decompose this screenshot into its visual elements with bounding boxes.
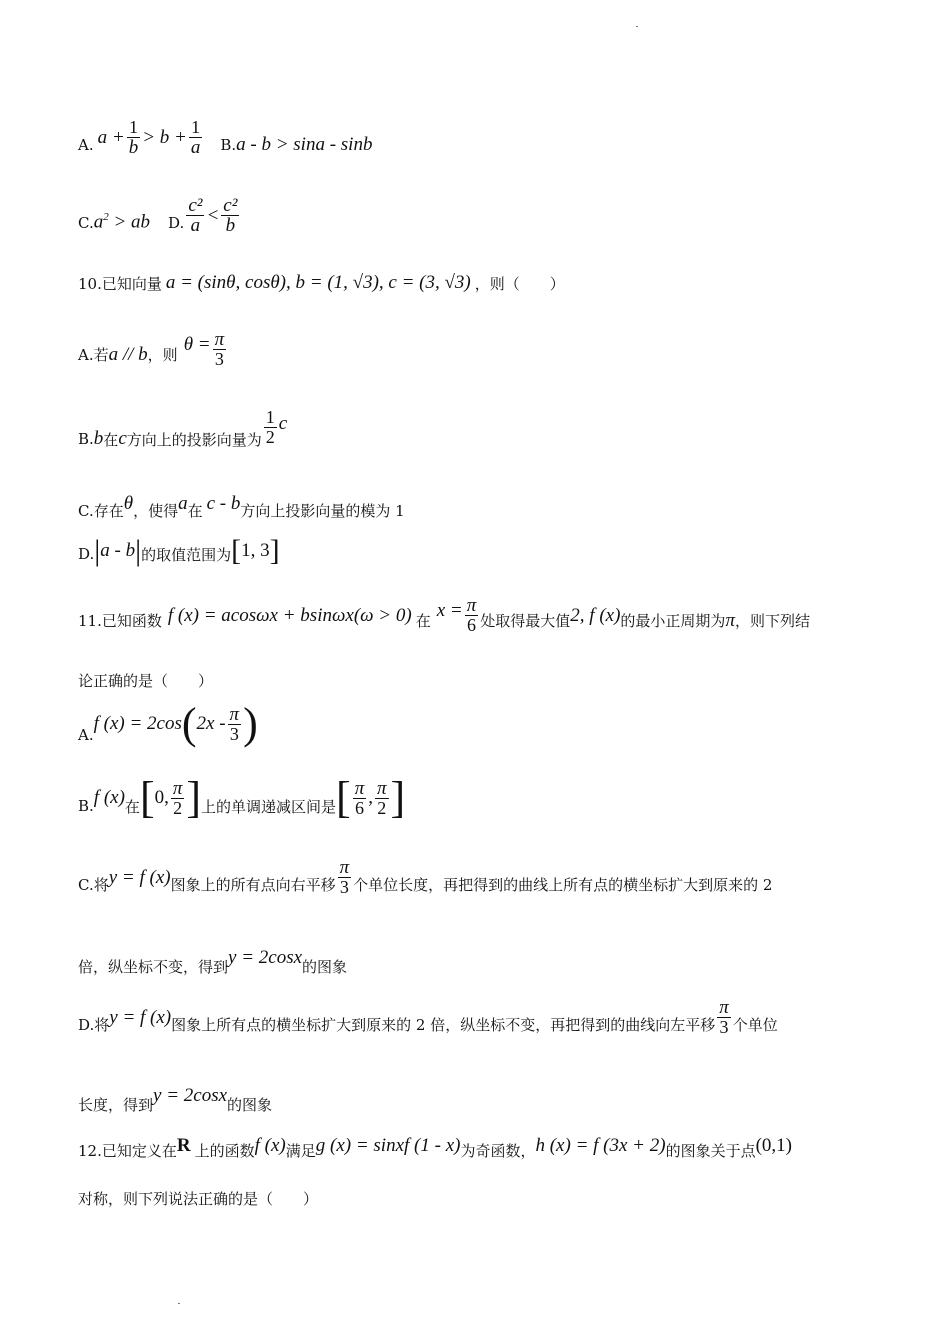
q10-stem: 10.已知向量 a = (sinθ, cosθ), b = (1, √3), c = (3, √3) ，则（ ）	[78, 272, 565, 293]
q9-option-c-d: C. $a^2$ > ab D. $\frac{\text{c²}}{a}$ < $\frac{\text{c²}}{b}$	[78, 195, 238, 236]
q9-a-frac2: $\frac{1}{a}$	[190, 117, 201, 158]
q11-stem-line2: 论正确的是（ ）	[78, 672, 214, 690]
q10-b-frac: $\frac{1}{2}$	[265, 406, 275, 447]
q10-a-frac: $\frac{\pi}{3}$	[214, 329, 225, 369]
q10-option-d: D. | a - b | 的取值范围为 [ 1, 3 ]	[78, 534, 280, 567]
q9-d-label: D.	[168, 213, 185, 232]
q11-option-d-line1: D.将 y = f (x) 图象上所有点的横坐标扩大到原来的 2 倍，纵坐标不变，再把得到的曲线向左平移 $\frac{\pi}{3}$ 个单位	[78, 997, 778, 1037]
q10-option-b: B. b 在 c 方向上的投影向量为 $\frac{1}{2}$ c	[78, 406, 288, 449]
q9-d-frac2: $\frac{\text{c²}}{b}$	[223, 195, 238, 236]
q11-function: f (x) = acosωx + bsinωx(ω > 0)	[167, 604, 412, 626]
q11-stem-line1: 11.已知函数 f (x) = acosωx + bsinωx(ω > 0) 在 x = $\frac{\pi}{6}$ 处取得最大值 2, f (x) 的最小正周期为 π ，则下列结	[78, 595, 810, 635]
q9-a-frac1: $\frac{1}{b}$	[128, 117, 139, 158]
q10-option-a: A.若 a // b ，则 θ = $\frac{\pi}{3}$	[78, 329, 225, 369]
q10-option-c: C.存在 θ ，使得 a 在 c - b 方向上投影向量的模为 1	[78, 492, 405, 520]
speck	[636, 26, 638, 27]
q9-c-expr: $a^2$ > ab	[93, 211, 151, 233]
q9-a-expr: a +	[97, 126, 125, 148]
q9-option-a-b: A. a + $\frac{1}{b}$ > b + $\frac{1}{a}$ B. a - b > sina - sinb	[78, 117, 373, 158]
q11-option-d-line2: 长度，得到 y = 2cosx 的图象	[78, 1084, 273, 1114]
q10-vectors: a = (sinθ, cosθ), b = (1, √3), c = (3, √3)	[165, 272, 471, 293]
speck	[178, 1303, 180, 1304]
q11-option-b: B. f (x) 在 [ 0, $\frac{\pi}{2}$ ] 上的单调递减区间是 [ $\frac{\pi}{6}$ , $\frac{\pi}{2}$ ]	[78, 773, 406, 822]
q12-stem-line2: 对称，则下列说法正确的是（ ）	[78, 1190, 319, 1208]
q9-b-label: B.	[220, 135, 237, 154]
q11-option-c-line2: 倍，纵坐标不变，得到 y = 2cosx 的图象	[78, 946, 348, 976]
q11-option-a: A. f (x) = 2cos ( 2x - $\frac{\pi}{3}$ )	[78, 699, 258, 748]
q9-c-label: C.	[78, 213, 94, 232]
q11-option-c-line1: C.将 y = f (x) 图象上的所有点向右平移 $\frac{\pi}{3}$ 个单位长度，再把得到的曲线上所有点的横坐标扩大到原来的 2	[78, 857, 773, 897]
q9-a-label: A.	[78, 135, 94, 154]
q12-stem-line1: 12.已知定义在 R 上的函数 f (x) 满足 g (x) = sinxf (1 - x) 为奇函数， h (x) = f (3x + 2) 的图象关于点 (0,1)	[78, 1134, 793, 1160]
q9-b-expr: a - b > sina - sinb	[236, 133, 373, 155]
q9-d-frac1: $\frac{\text{c²}}{a}$	[188, 195, 203, 236]
q10-b-vec-c: c	[278, 413, 288, 434]
